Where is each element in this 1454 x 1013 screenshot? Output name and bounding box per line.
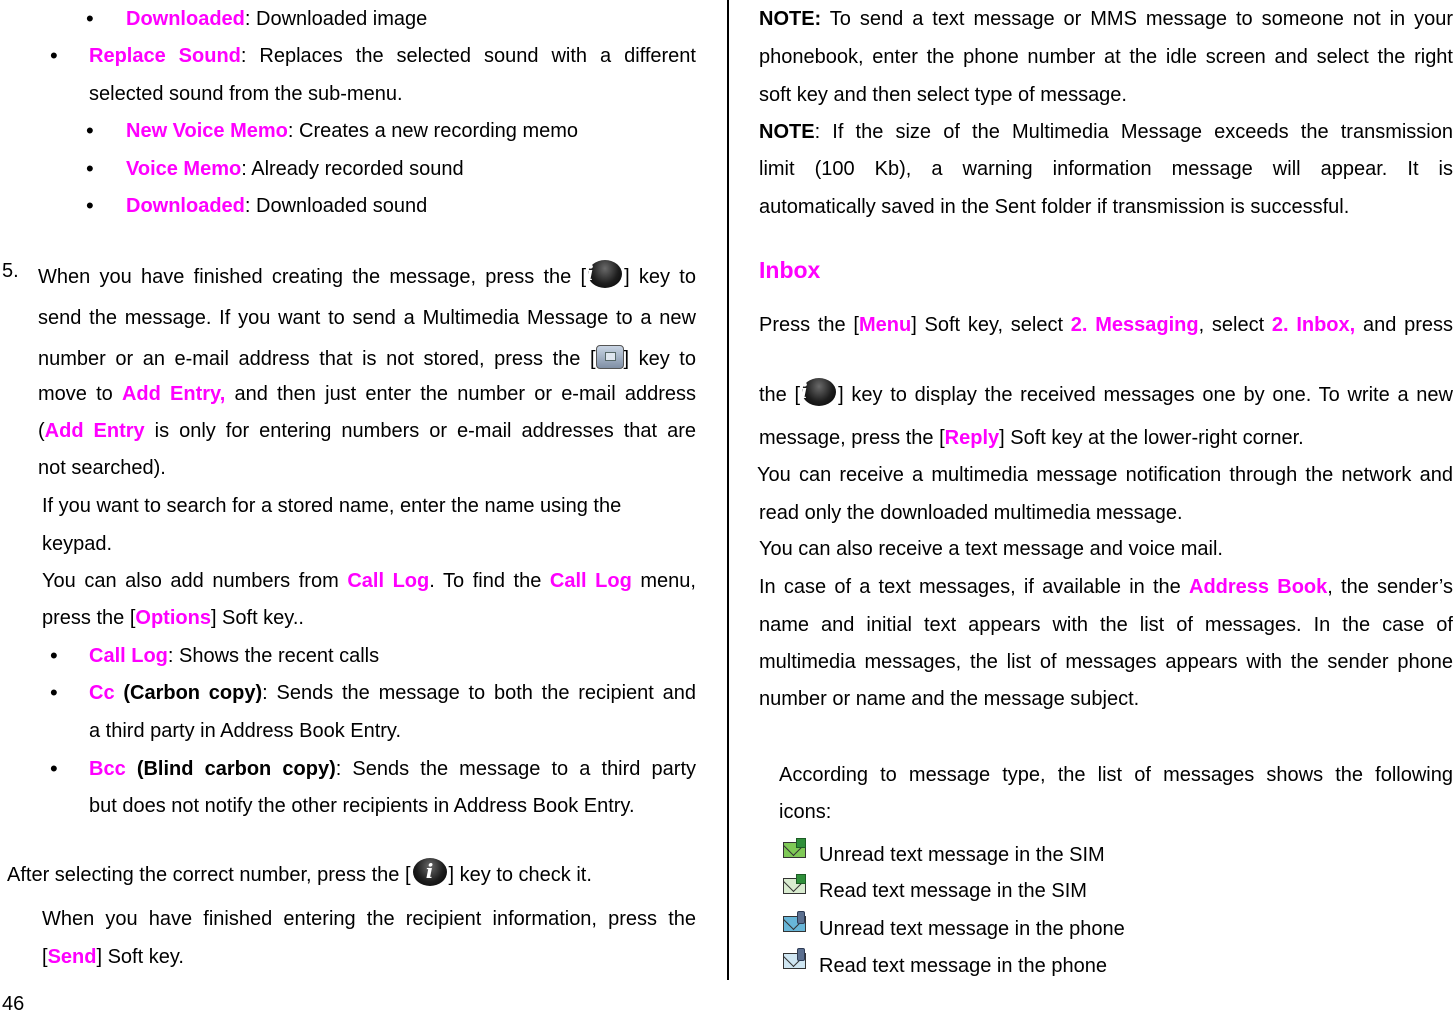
read-phone-message-icon bbox=[781, 948, 809, 974]
note1-line1: NOTE: To send a text message or MMS message to someone not in your bbox=[759, 8, 1453, 30]
note2-line3: automatically saved in the Sent folder if transmission is successful. bbox=[759, 196, 1350, 218]
step5-line6: not searched). bbox=[38, 457, 166, 479]
icon-legend-label: Unread text message in the phone bbox=[819, 918, 1125, 940]
bullet: • bbox=[50, 43, 58, 68]
inbox-line2: the [ i ] key to display the received messages one by one. To write a new bbox=[759, 379, 1453, 406]
info-key-icon: i bbox=[800, 377, 838, 407]
step5-line2: send the message. If you want to send a Multimedia Message to a new bbox=[38, 307, 696, 329]
submenu-item-replace-sound: Replace Sound: Replaces the selected sound with a different bbox=[89, 45, 696, 67]
unread-sim-message-icon bbox=[781, 837, 809, 863]
note2-line1: NOTE: If the size of the Multimedia Message exceeds the transmission bbox=[759, 121, 1453, 143]
submenu-item-new-voice-memo: New Voice Memo: Creates a new recording memo bbox=[126, 120, 579, 142]
column-divider bbox=[727, 0, 729, 980]
option-bcc-cont: but does not notify the other recipients in Address Book Entry. bbox=[89, 795, 635, 817]
info-key-icon: i bbox=[586, 259, 624, 289]
icons-intro-line2: icons: bbox=[779, 801, 832, 823]
icon-legend-label: Read text message in the SIM bbox=[819, 880, 1087, 902]
submenu-item-voice-memo: Voice Memo: Already recorded sound bbox=[126, 158, 464, 180]
step5-line1: When you have finished creating the message, press the [ i ] key to bbox=[38, 261, 696, 288]
icon-legend-label: Unread text message in the SIM bbox=[819, 844, 1105, 866]
case-line2: name and initial text appears with the list of messages. In the case of bbox=[759, 614, 1453, 636]
icons-intro-line1: According to message type, the list of messages shows the following bbox=[779, 764, 1453, 786]
note1-line2: phonebook, enter the phone number at the idle screen and select the right bbox=[759, 46, 1453, 68]
step-number: 5. bbox=[2, 260, 19, 282]
step5-line3: number or an e-mail address that is not stored, press the [ ] key to bbox=[38, 345, 696, 371]
read-sim-message-icon bbox=[781, 873, 809, 899]
search-line4: press the [Options] Soft key.. bbox=[42, 607, 304, 629]
case-line1: In case of a text messages, if available in the Address Book, the sender’s bbox=[759, 576, 1453, 598]
bullet: • bbox=[86, 193, 94, 218]
case-line3: multimedia messages, the list of messages appears with the sender phone bbox=[759, 651, 1453, 673]
icon-legend-label: Read text message in the phone bbox=[819, 955, 1107, 977]
contacts-key-icon bbox=[596, 345, 624, 369]
step5-line5: (Add Entry is only for entering numbers or e-mail addresses that are bbox=[38, 420, 696, 442]
search-line1: If you want to search for a stored name, enter the name using the bbox=[42, 495, 622, 517]
submenu-item-replace-sound-cont: selected sound from the sub-menu. bbox=[89, 83, 403, 105]
option-cc: Cc (Carbon copy): Sends the message to both the recipient and bbox=[89, 682, 697, 704]
note1-line3: soft key and then select type of message. bbox=[759, 84, 1127, 106]
step5-line4: move to Add Entry, and then just enter the number or e-mail address bbox=[38, 383, 696, 405]
receive-line3: You can also receive a text message and voice mail. bbox=[759, 538, 1223, 560]
after-selecting-line: After selecting the correct number, press the [ i ] key to check it. bbox=[7, 859, 592, 886]
bullet: • bbox=[86, 156, 94, 181]
search-line2: keypad. bbox=[42, 533, 113, 555]
receive-line2: read only the downloaded multimedia message. bbox=[759, 502, 1183, 524]
inbox-line1: Press the [Menu] Soft key, select 2. Messaging, select 2. Inbox, and press bbox=[759, 314, 1453, 336]
note2-line2: limit (100 Kb), a warning information message will appear. It is bbox=[759, 158, 1453, 180]
unread-phone-message-icon bbox=[781, 911, 809, 937]
submenu-item-downloaded-sound: Downloaded: Downloaded sound bbox=[126, 195, 428, 217]
search-line3: You can also add numbers from Call Log. To find the Call Log menu, bbox=[42, 570, 696, 592]
finish-line2: [Send] Soft key. bbox=[42, 946, 184, 968]
bullet: • bbox=[50, 643, 58, 668]
finish-line1: When you have finished entering the recipient information, press the bbox=[42, 908, 696, 930]
bullet: • bbox=[50, 756, 58, 781]
bullet: • bbox=[50, 680, 58, 705]
option-call-log: Call Log: Shows the recent calls bbox=[89, 645, 380, 667]
inbox-line3: message, press the [Reply] Soft key at the lower-right corner. bbox=[759, 427, 1304, 449]
receive-line1: You can receive a multimedia message notification through the network and bbox=[757, 464, 1453, 486]
page-number: 46 bbox=[2, 993, 25, 1013]
info-key-icon: i bbox=[411, 857, 449, 887]
option-cc-cont: a third party in Address Book Entry. bbox=[89, 720, 402, 742]
submenu-item-downloaded-image: Downloaded: Downloaded image bbox=[126, 8, 428, 30]
bullet: • bbox=[86, 6, 94, 31]
bullet: • bbox=[86, 118, 94, 143]
option-bcc: Bcc (Blind carbon copy): Sends the message to a third party bbox=[89, 758, 696, 780]
inbox-heading: Inbox bbox=[759, 257, 821, 283]
case-line4: number or name and the message subject. bbox=[759, 688, 1140, 710]
